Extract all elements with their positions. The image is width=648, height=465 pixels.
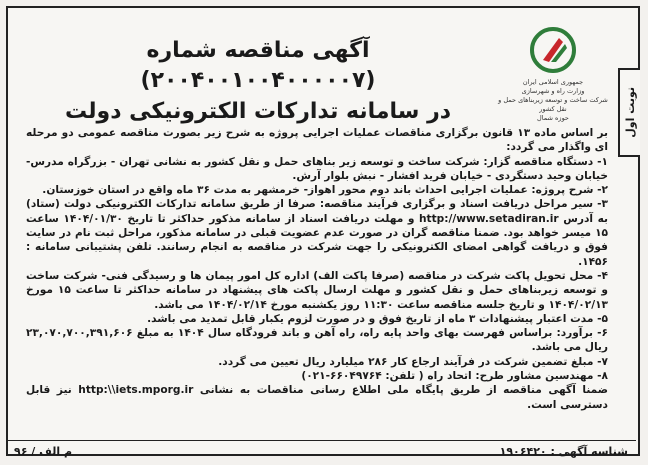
road-logo-icon [529,26,577,74]
paragraph-closing: ضمنا آگهی مناقصه از طریق پایگاه ملی اطلاع رسانی مناقصات به نشانی http:\\iets.mporg.ir نیز قابل دسترسی است. [26,384,608,411]
org-line: شرکت ساخت و توسعه زیربناهای حمل و نقل کشور [498,96,608,113]
notice-id: شناسه آگهی : ۱۹۰۶۴۲۰ [499,444,628,458]
notice-code: م الف / ۹۶ [14,444,73,458]
paragraph-8: ۸- مهندسین مشاور طرح: اتحاد راه ( تلفن: ۶۶۰۴۹۷۶۴-۰۲۱) [301,370,608,383]
side-tab-label: نوبت اول [623,87,637,138]
org-line: حوزه شمال [537,114,569,122]
paragraph-7: ۷- مبلغ تضمین شرکت در فرآیند ارجاع کار ۲۸۶ میلیارد ریال تعیین می گردد. [218,355,608,368]
org-line: جمهوری اسلامی ایران [522,78,584,86]
organization-logo [498,26,608,126]
notice-body [26,126,608,412]
paragraph-3: ۳- سیر مراحل دریافت اسناد و برگزاری فرآیند مناقصه: صرفا از طریق سامانه تدارکات الکترونیکی دولت (ستاد) به آدرس http://www.setadiran.ir و مهلت دریافت اسناد از سامانه مذکور حداکثر تا تاریخ ۱۴۰۴/۰۱/۳۰ ساعت ۱۵ میسر خواهد بود. ضمنا مناقصه گران در صورت عدم عضویت قبلی در سامانه مذکور، مراحل ثبت نام در سایت فوق و دریافت گواهی امضای الکترونیکی را جهت شرکت در مناقصه به انجام رسانند. تلفن پشتیبانی سامانه : ۱۴۵۶. [26,198,608,268]
org-line: وزارت راه و شهرسازی [521,87,585,95]
notice-footer [6,440,636,461]
notice-frame [6,6,640,456]
paragraph-2: ۲- شرح پروژه: عملیات اجرایی احداث باند دوم محور اهواز- خرمشهر به مدت ۳۶ ماه واقع در استان خوزستان. [42,184,608,197]
notice-title [28,36,488,128]
title-line-2: در سامانه تدارکات الکترونیکی دولت [64,99,452,124]
paragraph-6: ۶- برآورد: براساس فهرست بهای واحد پایه راه، راه آهن و باند فرودگاه سال ۱۴۰۴ به مبلغ ۲۳,۰۷۰,۷۰۰,۳۹۱,۶۰۶ ریال می باشد. [26,327,609,354]
title-line-1: آگهی مناقصه شماره (۲۰۰۴۰۰۱۰۰۴۰۰۰۰۰۷) [140,38,376,93]
paragraph-intro: بر اساس ماده ۱۳ قانون برگزاری مناقصات عملیات اجرایی پروژه به شرح زیر بصورت مناقصه عمومی دو مرحله ای واگذار می گردد: [26,127,608,154]
paragraph-1: ۱- دستگاه مناقصه گزار: شرکت ساخت و توسعه زیر بناهای حمل و نقل کشور به نشانی تهران - بزرگراه مدرس- خیابان وحید دستگردی - خیابان فرید افشار - نبش بلوار آرش. [26,155,608,182]
side-tab [618,68,640,157]
paragraph-5: ۵- مدت اعتبار پیشنهادات ۳ ماه از تاریخ فوق و در صورت لزوم یکبار قابل تمدید می باشد. [147,312,608,325]
paragraph-4: ۴- محل تحویل پاکت شرکت در مناقصه (صرفا پاکت الف) اداره کل امور پیمان ها و رسیدگی فنی- شرکت ساخت و توسعه زیربناهای حمل و نقل کشور و مهلت ارسال پاکت های پیشنهاد در سامانه حداکثر تا ساعت ۱۵ مورخ ۱۴۰۴/۰۲/۱۳ و تاریخ جلسه مناقصه ساعت ۱۱:۳۰ روز یکشنبه مورخ ۱۴۰۴/۰۲/۱۴ می باشد. [26,269,609,311]
